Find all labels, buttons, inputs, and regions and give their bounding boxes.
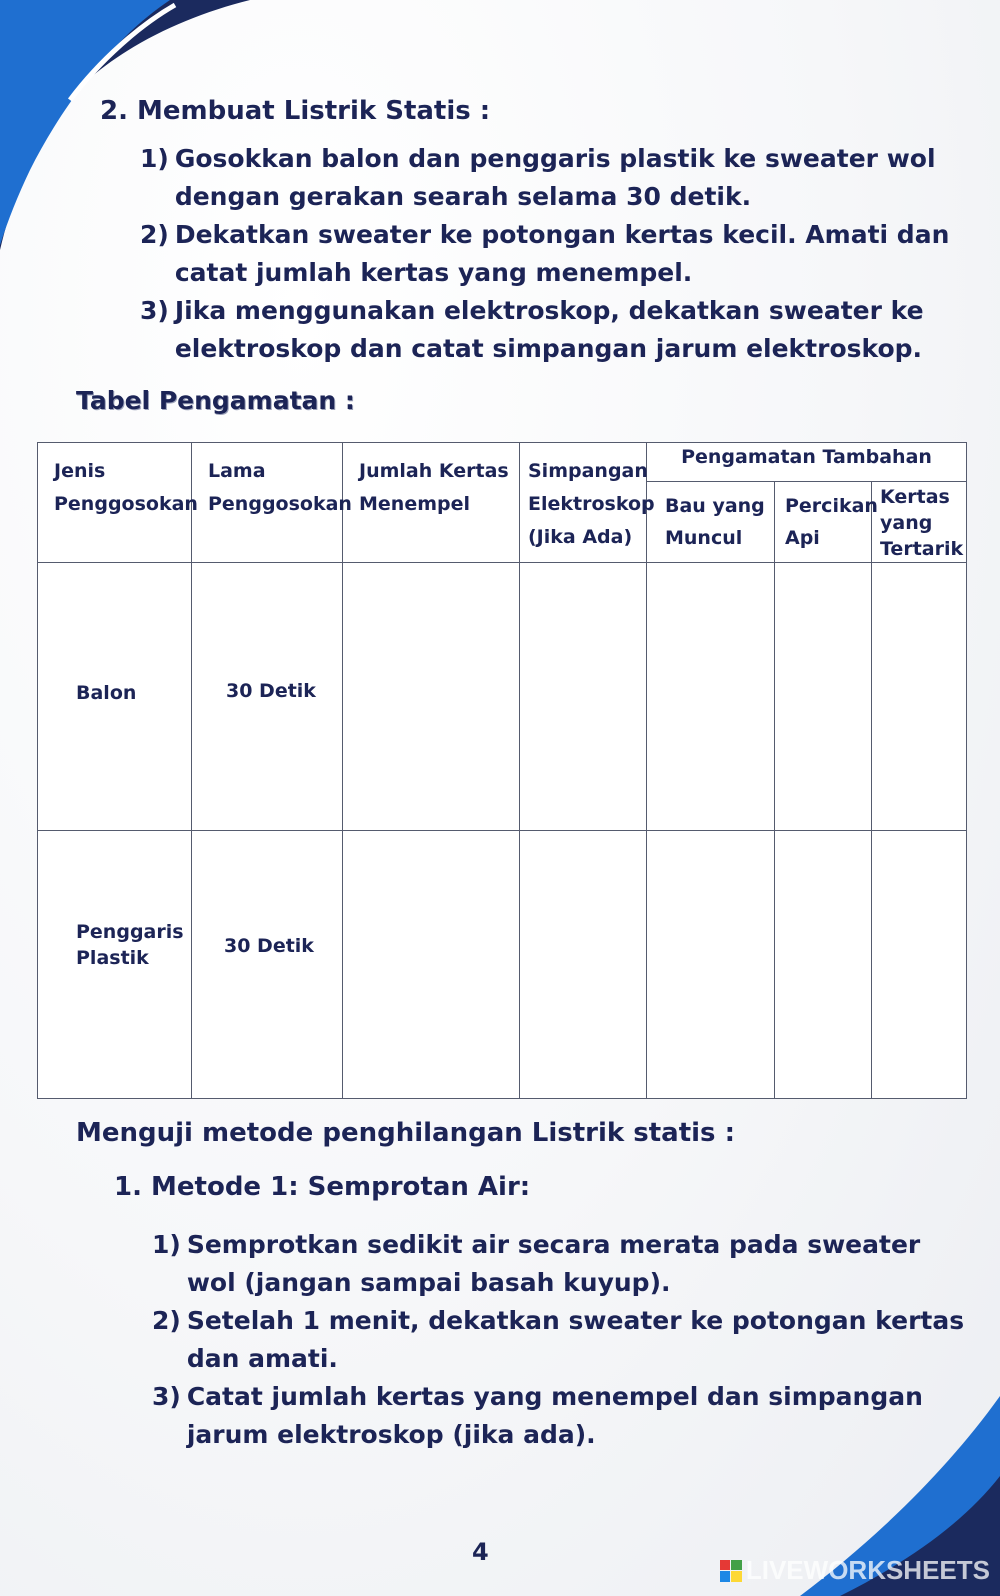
step-text: Semprotkan sedikit air secara merata pada sweater wol (jangan sampai basah kuyup). (186, 1230, 921, 1297)
section-heading-penghilangan: Menguji metode penghilangan Listrik statis : (76, 1118, 735, 1148)
method-step-list (152, 1226, 972, 1454)
cell-lama (192, 831, 343, 1099)
observation-table (37, 442, 967, 1099)
cell-lama-text: 30 Detik (224, 934, 314, 957)
step-text: Jika menggunakan elektroskop, dekatkan sweater ke elektroskop dan catat simpangan jarum elektroskop. (174, 296, 924, 363)
step-number: 2) (152, 1306, 181, 1335)
step-text: Catat jumlah kertas yang menempel dan simpangan jarum elektroskop (jika ada). (186, 1382, 923, 1449)
input-simpangan[interactable] (520, 831, 647, 1099)
header-simpangan-elektroskop: Simpangan Elektroskop (Jika Ada) (520, 443, 647, 563)
step-number: 3) (152, 1382, 181, 1411)
method-heading: 1. Metode 1: Semprotan Air: (114, 1172, 531, 1202)
header-kertas-tertarik: Kertas yang Tertarik (872, 482, 967, 563)
cell-jenis (38, 563, 192, 831)
input-jumlah-kertas[interactable] (343, 831, 520, 1099)
input-bau[interactable] (647, 831, 775, 1099)
method-step (152, 1226, 972, 1302)
input-kertas-tertarik[interactable] (872, 563, 967, 831)
input-jumlah-kertas[interactable] (343, 563, 520, 831)
instruction-list (140, 140, 960, 368)
instruction-step (140, 292, 960, 368)
step-text: Setelah 1 menit, dekatkan sweater ke potongan kertas dan amati. (186, 1306, 965, 1373)
cell-lama-text: 30 Detik (226, 679, 316, 702)
step-text: Dekatkan sweater ke potongan kertas kecil. Amati dan catat jumlah kertas yang menempel. (174, 220, 950, 287)
cell-jenis-text: Penggaris Plastik (76, 920, 184, 969)
table-header-row (38, 443, 967, 482)
header-bau: Bau yang Muncul (647, 482, 775, 563)
page-number: 4 (472, 1538, 489, 1566)
header-pengamatan-tambahan: Pengamatan Tambahan (647, 443, 967, 482)
input-simpangan[interactable] (520, 563, 647, 831)
input-percikan[interactable] (775, 563, 872, 831)
input-bau[interactable] (647, 563, 775, 831)
brand-name: LIVEWORKSHEETS (745, 1555, 990, 1585)
header-jenis-penggosokan: Jenis Penggosokan (38, 443, 192, 563)
header-lama-penggosokan: Lama Penggosokan (192, 443, 343, 563)
table-row (38, 831, 967, 1099)
table-title: Tabel Pengamatan : (76, 386, 355, 415)
method-step (152, 1378, 972, 1454)
cell-jenis (38, 831, 192, 1099)
step-number: 3) (140, 296, 169, 325)
header-percikan-api: Percikan Api (775, 482, 872, 563)
cell-lama (192, 563, 343, 831)
input-percikan[interactable] (775, 831, 872, 1099)
method-step (152, 1302, 972, 1378)
liveworksheets-badge-icon (720, 1560, 742, 1582)
header-jumlah-kertas: Jumlah Kertas Menempel (343, 443, 520, 563)
cell-jenis-text: Balon (76, 681, 137, 704)
step-number: 2) (140, 220, 169, 249)
step-number: 1) (140, 144, 169, 173)
input-kertas-tertarik[interactable] (872, 831, 967, 1099)
instruction-step (140, 140, 960, 216)
step-text: Gosokkan balon dan penggaris plastik ke sweater wol dengan gerakan searah selama 30 detik. (174, 144, 936, 211)
table-row (38, 563, 967, 831)
liveworksheets-logo (720, 1555, 990, 1586)
instruction-step (140, 216, 960, 292)
section-heading-listrik-statis: 2. Membuat Listrik Statis : (100, 96, 491, 126)
step-number: 1) (152, 1230, 181, 1259)
